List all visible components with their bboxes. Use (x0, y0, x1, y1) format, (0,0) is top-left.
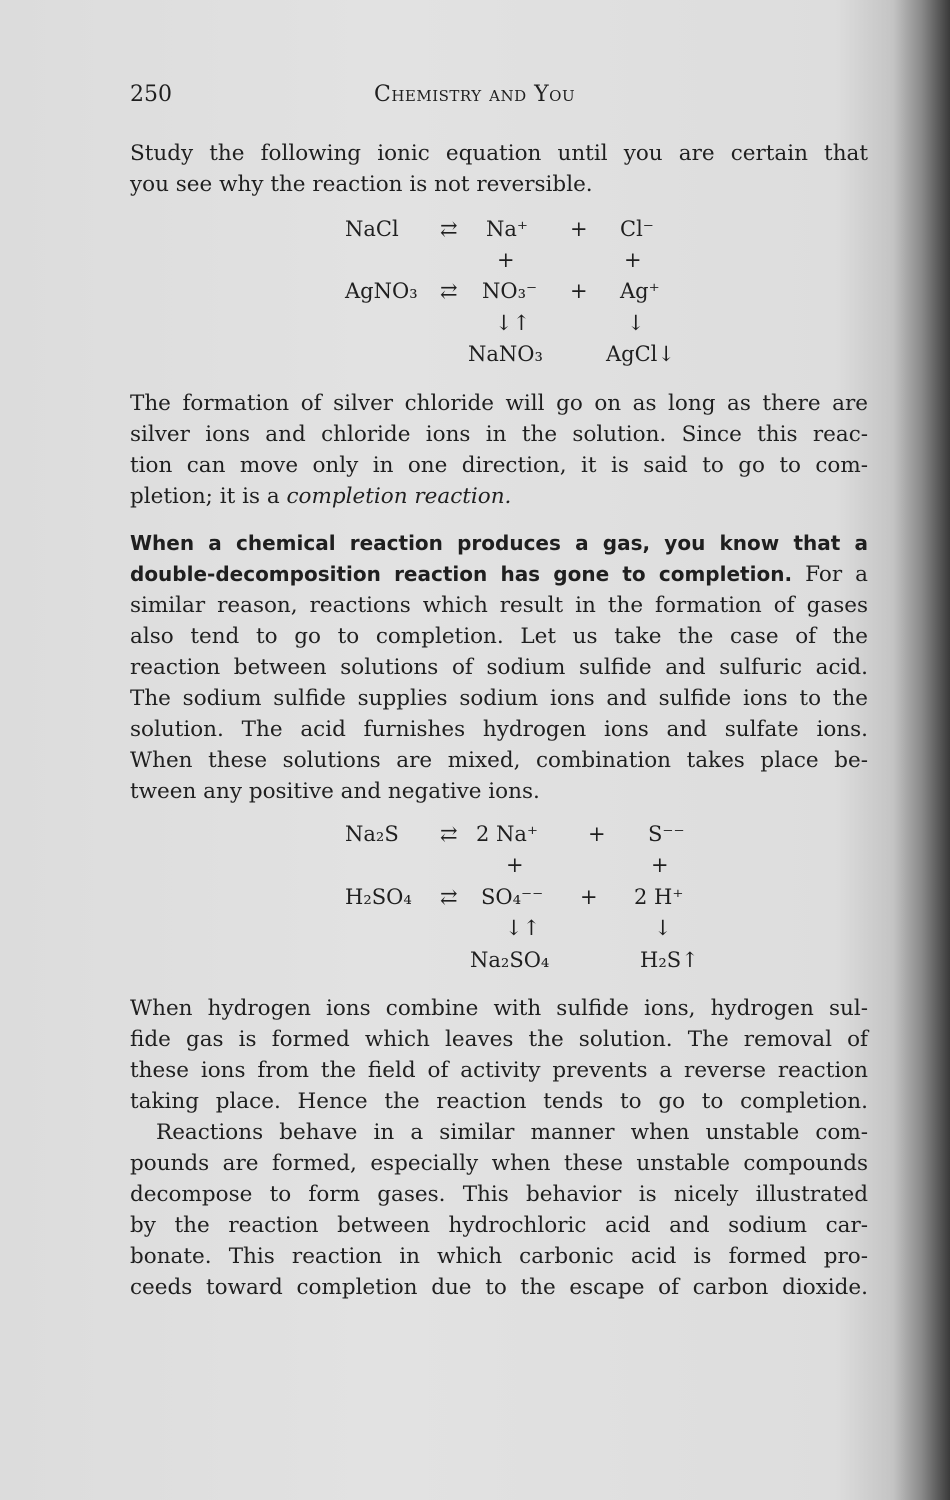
equation-term: H₂SO₄ (345, 885, 412, 909)
text-line: fide gas is formed which leaves the solution. The removal of (130, 1027, 868, 1052)
equation-term: Ag⁺ (620, 279, 660, 303)
text-line (130, 559, 868, 590)
italic-term: completion reaction. (286, 484, 512, 509)
text-line: these ions from the field of activity prevents a reverse reaction (130, 1058, 868, 1083)
equation-term: Cl⁻ (620, 217, 654, 241)
plus-sign: + (506, 853, 524, 877)
text-line: pounds are formed, especially when these unstable compounds (130, 1151, 868, 1176)
equation-term: NO₃⁻ (482, 279, 538, 303)
equation-term: Na₂S (345, 822, 399, 846)
gas-paragraph (130, 528, 868, 807)
text-line (130, 481, 868, 512)
unstable-compounds-paragraph (130, 1117, 868, 1303)
text-line: solution. The acid furnishes hydrogen ions and sulfate ions. (130, 717, 868, 742)
text-line: Study the following ionic equation until you are certain that (130, 141, 868, 166)
text-fragment: pletion; it is a (130, 484, 287, 509)
double-arrow: ↓↑ (495, 311, 531, 335)
plus-sign: + (570, 217, 588, 241)
equation-term: NaCl (345, 217, 399, 241)
equilibrium-arrow: ⇄ (440, 822, 458, 846)
equation-product: H₂S↑ (640, 948, 699, 972)
equation-product: Na₂SO₄ (470, 948, 550, 972)
intro-paragraph (130, 138, 868, 200)
text-line: When hydrogen ions combine with sulfide ions, hydrogen sul- (130, 996, 868, 1021)
equation-term: AgNO₃ (345, 279, 418, 303)
page-number: 250 (130, 82, 172, 107)
plus-sign: + (580, 885, 598, 909)
text-line: When these solutions are mixed, combination takes place be- (130, 748, 868, 773)
equation-product: NaNO₃ (468, 342, 543, 366)
text-line: decompose to form gases. This behavior is nicely illustrated (130, 1182, 868, 1207)
bold-statement: When a chemical reaction produces a gas, you know that a (130, 531, 868, 555)
equation-product: AgCl↓ (606, 342, 675, 366)
text-line: The formation of silver chloride will go on as long as there are (130, 391, 868, 416)
page-header (130, 82, 870, 112)
equation-term: 2 H⁺ (634, 885, 684, 909)
text-line: The sodium sulfide supplies sodium ions and sulfide ions to the (130, 686, 868, 711)
hydrogen-sulfide-paragraph (130, 993, 868, 1117)
equation-term: S⁻⁻ (648, 822, 685, 846)
text-line: silver ions and chloride ions in the solution. Since this reac- (130, 422, 868, 447)
text-line: Reactions behave in a similar manner when unstable com- (156, 1120, 868, 1145)
equilibrium-arrow: ⇄ (440, 279, 458, 303)
bold-statement: double-decomposition reaction has gone to completion. (130, 562, 793, 586)
equation-term: SO₄⁻⁻ (481, 885, 544, 909)
plus-sign: + (651, 853, 669, 877)
running-title: Chemistry and You (374, 82, 576, 107)
equation-term: 2 Na⁺ (476, 822, 539, 846)
plus-sign: + (624, 248, 642, 272)
down-arrow: ↓ (627, 311, 645, 335)
equation-term: Na⁺ (486, 217, 528, 241)
text-line: ceeds toward completion due to the escape of carbon dioxide. (130, 1275, 868, 1300)
text-line: bonate. This reaction in which carbonic acid is formed pro- (130, 1244, 868, 1269)
plus-sign: + (497, 248, 515, 272)
text-line: reaction between solutions of sodium sulfide and sulfuric acid. (130, 655, 868, 680)
equilibrium-arrow: ⇄ (440, 885, 458, 909)
equilibrium-arrow: ⇄ (440, 217, 458, 241)
text-line: tween any positive and negative ions. (130, 779, 540, 804)
double-arrow: ↓↑ (505, 916, 541, 940)
plus-sign: + (570, 279, 588, 303)
text-line: by the reaction between hydrochloric acid and sodium car- (130, 1213, 868, 1238)
text-line: tion can move only in one direction, it is said to go to com- (130, 453, 868, 478)
down-arrow: ↓ (654, 916, 672, 940)
text-line: you see why the reaction is not reversible. (130, 172, 593, 197)
text-line: also tend to go to completion. Let us take the case of the (130, 624, 868, 649)
text-fragment: For a (805, 562, 869, 587)
text-line: similar reason, reactions which result in the formation of gases (130, 593, 868, 618)
plus-sign: + (588, 822, 606, 846)
text-line: taking place. Hence the reaction tends to go to completion. (130, 1089, 868, 1114)
completion-paragraph (130, 388, 868, 512)
